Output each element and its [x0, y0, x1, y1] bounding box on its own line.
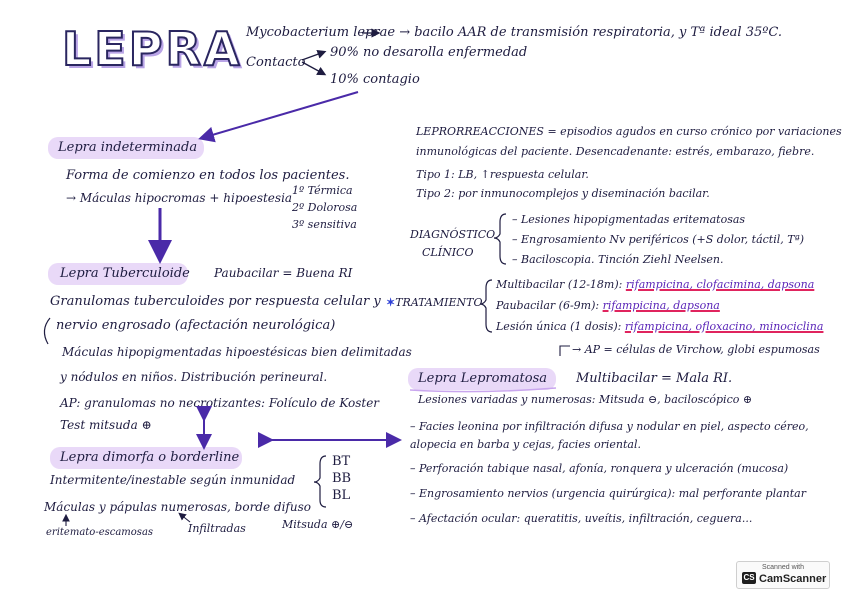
paubacilar-label: Paubacilar (6-9m): — [496, 299, 603, 312]
contact-split-down — [302, 62, 324, 74]
leprorreacciones-tipo2: Tipo 2: por inmunocomplejos y diseminación bacilar. — [416, 187, 710, 200]
multibacilar-label: Multibacilar (12-18m): — [496, 278, 626, 291]
diagnostico-label-b: CLÍNICO — [422, 246, 474, 259]
tuberculoide-line5: AP: granulomas no necrotizantes: Folículo de Koster — [60, 396, 380, 410]
indeterminada-line2: → Máculas hipocromas + hipoestesia — [66, 191, 293, 205]
lepromatosa-item-3: – Perforación tabique nasal, afonía, ronquera y ulceración (mucosa) — [410, 462, 789, 475]
tuberculoide-line1: Granulomas tuberculoides por respuesta celular y — [50, 294, 381, 309]
contact-no-disease: 90% no desarolla enfermedad — [330, 45, 528, 60]
lepromatosa-type: Multibacilar = Mala RI. — [576, 371, 733, 386]
lepromatosa-item-1: – Facies leonina por infiltración difusa y nodular en piel, aspecto céreo, — [410, 420, 809, 433]
scanner-brand: CamScanner — [759, 573, 827, 585]
tuberculoide-line3: Máculas hipopigmentadas hipoestésicas bien delimitadas — [62, 345, 412, 359]
contact-split-up — [302, 52, 324, 60]
tratamiento-label-text: TRATAMIENTO — [395, 296, 483, 309]
indeterminada-order1: 1º Térmica — [292, 184, 353, 197]
page-title: LEPRA — [62, 22, 243, 76]
dimorfa-note-infiltradas: Infiltradas — [188, 522, 246, 535]
ap-arrow — [560, 346, 570, 356]
contact-label: Contacto — [246, 55, 306, 70]
dimorfa-heading: Lepra dimorfa o borderline — [60, 450, 240, 465]
positive-circle-icon: ⊕ — [141, 418, 152, 432]
lesion-unica-label: Lesión única (1 dosis): — [496, 320, 625, 333]
dimorfa-mitsuda: Mitsuda ⊕/⊖ — [282, 518, 354, 531]
multibacilar-drugs: rifampicina, clofacimina, dapsona — [625, 278, 815, 291]
indeterminada-order2: 2º Dolorosa — [292, 201, 358, 214]
lepromatosa-item-5: – Afectación ocular: queratitis, uveítis, infiltración, ceguera... — [410, 512, 753, 525]
dimorfa-type-bl: BL — [332, 488, 351, 503]
tuberculoide-line2: nervio engrosado (afectación neurológica) — [56, 318, 336, 333]
lepromatosa-item-2: alopecia en barba y cejas, facies oriental. — [410, 438, 641, 451]
test-mitsuda-label: Test mitsuda — [60, 418, 138, 432]
agent-line: Mycobacterium leprae → bacilo AAR de transmisión respiratoria, y Tª ideal 35ºC. — [246, 25, 782, 40]
dimorfa-note-eritemato: eritemato-escamosas — [46, 527, 154, 538]
dimorfa-type-bb: BB — [332, 471, 352, 486]
tuberculoide-paren — [44, 318, 50, 344]
lesion-unica-drugs: rifampicina, ofloxacino, minociclina — [624, 320, 824, 333]
star-icon: ✶ — [386, 296, 396, 309]
paubacilar-drugs: rifampicina, dapsona — [602, 299, 720, 312]
diagnostico-item-3: – Baciloscopia. Tinción Ziehl Neelsen. — [512, 253, 724, 266]
camscanner-logo-icon: CS — [743, 573, 755, 582]
dimorfa-line1: Intermitente/inestable según inmunidad — [50, 473, 296, 487]
dimorfa-line2: Máculas y pápulas numerosas, borde difuso — [44, 500, 311, 514]
tuberculoide-line4: y nódulos en niños. Distribución perineural. — [60, 370, 328, 384]
tuberculoide-type: Paubacilar = Buena RI — [214, 266, 353, 280]
scanner-caption: Scanned with — [761, 564, 805, 571]
indeterminada-heading: Lepra indeterminada — [58, 140, 198, 155]
diagnostico-item-2: – Engrosamiento Nv periféricos (+S dolor, táctil, Tª) — [512, 233, 805, 246]
indeterminada-line1: Forma de comienzo en todos los pacientes. — [66, 168, 350, 183]
lepromatosa-item-4: – Engrosamiento nervios (urgencia quirúrgica): mal perforante plantar — [410, 487, 806, 500]
lepromatosa-heading: Lepra Lepromatosa — [418, 371, 547, 386]
lepromatosa-line1: Lesiones variadas y numerosas: Mitsuda ⊖, baciloscópico ⊕ — [418, 393, 753, 406]
lepromatosa-underline — [410, 388, 556, 392]
contagion-to-indeterminada-arrow — [202, 92, 358, 138]
dimorfa-type-bt: BT — [332, 454, 351, 469]
dimorfa-type-brace — [314, 456, 326, 507]
diagnostico-brace — [494, 214, 506, 264]
leprorreacciones-line2: inmunológicas del paciente. Desencadenante: estrés, embarazo, fiebre. — [416, 145, 815, 158]
tratamiento-brace — [480, 280, 492, 332]
camscanner-badge — [736, 561, 830, 589]
indeterminada-order3: 3º sensitiva — [292, 218, 357, 231]
diagnostico-item-1: – Lesiones hipopigmentadas eritematosas — [512, 213, 746, 226]
contact-contagion: 10% contagio — [330, 72, 420, 87]
leprorreacciones-line1: LEPRORREACCIONES = episodios agudos en curso crónico por variaciones — [416, 125, 842, 138]
leprorreacciones-tipo1: Tipo 1: LB, ↑respuesta celular. — [416, 168, 589, 181]
infiltradas-arrow — [180, 514, 190, 522]
diagnostico-label-a: DIAGNÓSTICO — [410, 228, 496, 241]
tuberculoide-heading: Lepra Tuberculoide — [60, 266, 190, 281]
tratamiento-ap: → AP = células de Virchow, globi espumosas — [572, 343, 820, 356]
